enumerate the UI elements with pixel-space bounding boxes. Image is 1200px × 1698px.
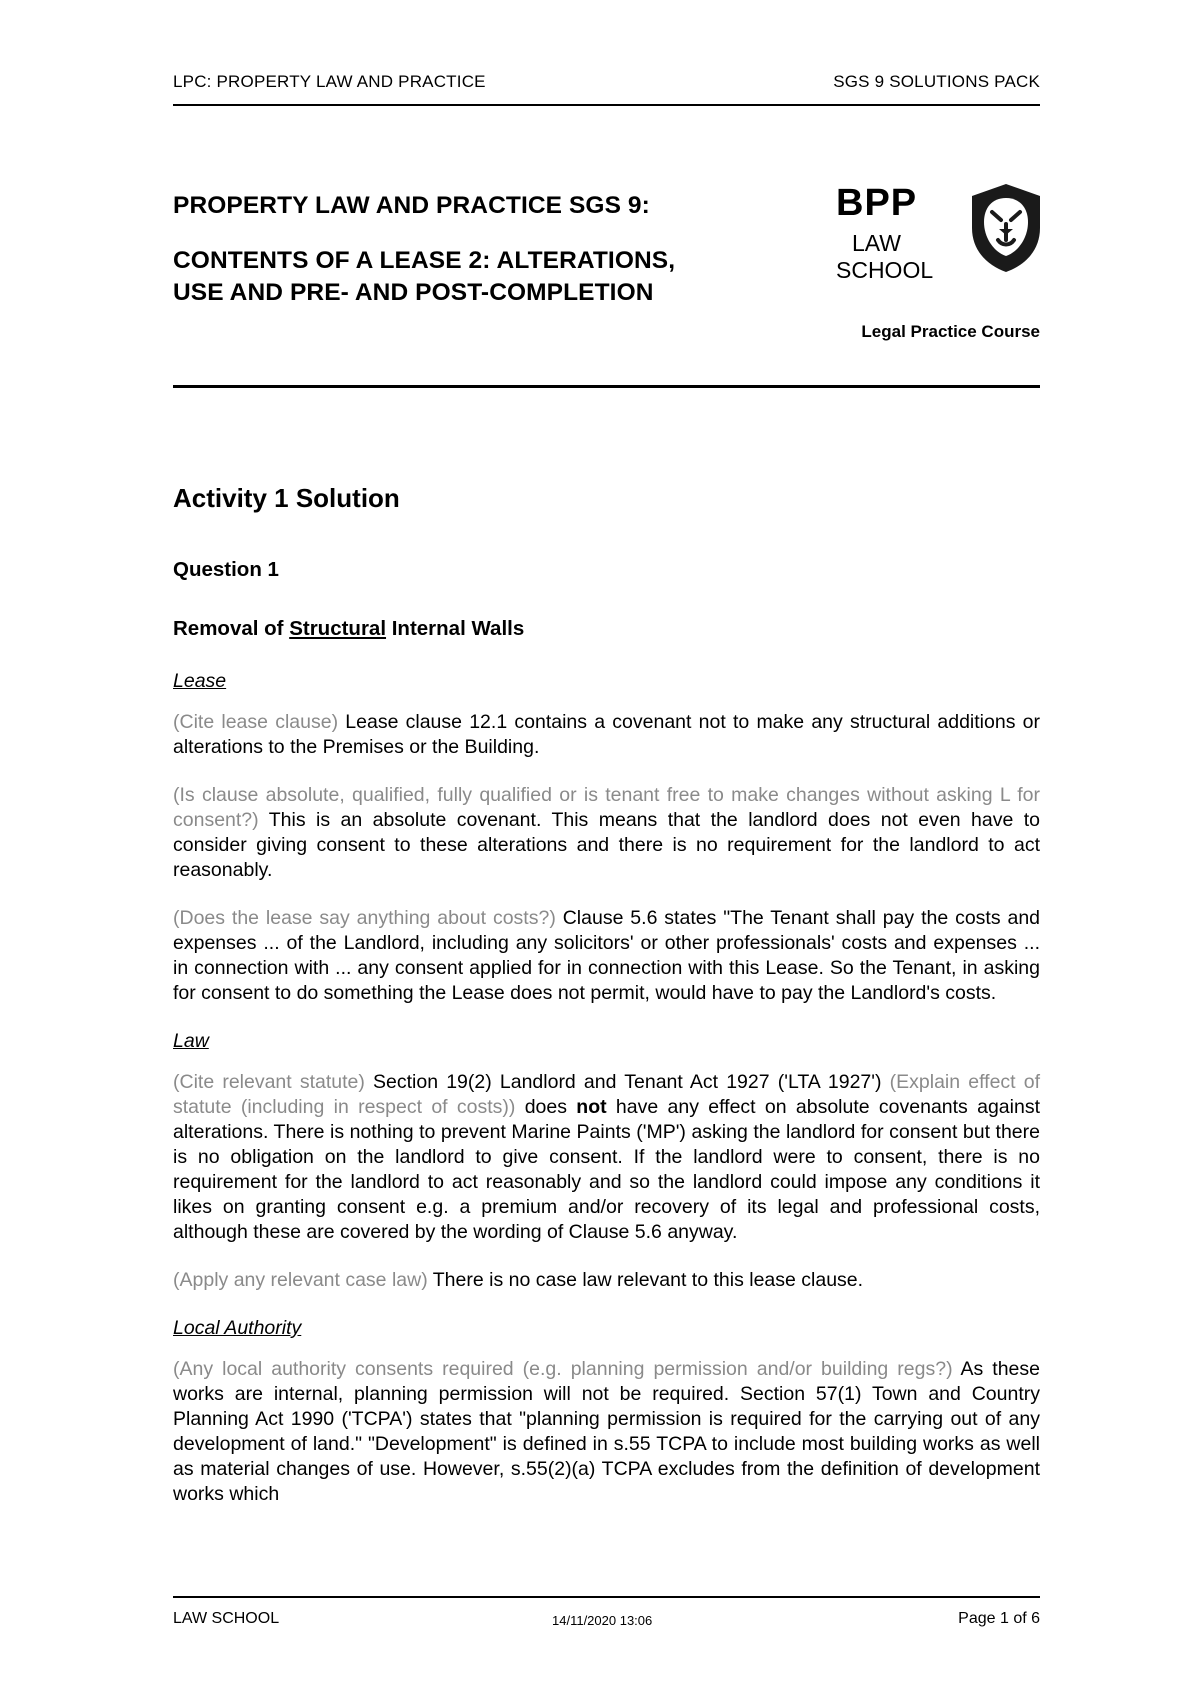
title-rule [173, 385, 1040, 388]
lease-paragraph-2 [173, 783, 1040, 883]
logo-school-text: SCHOOL [836, 257, 934, 283]
paragraph-text: does [515, 1096, 577, 1118]
paragraph-text: As these works are internal, planning permission will not be required. Section 57(1) Town and Country Planning Act 1990 ('TCPA') states that "planning permission is required for the carrying out of any development of land." "Development" is defined in s.55 TCPA to include most building works as well as material changes of use. However, s.55(2)(a) TCPA excludes from the definition of development works which [173, 1358, 1040, 1505]
lease-paragraph-1 [173, 710, 1040, 760]
paragraph-text: This is an absolute covenant. This means that the landlord does not even have to consider giving consent to these alterations and there is no requirement for the landlord to act reasonably. [173, 809, 1040, 881]
prompt-text: (Does the lease say anything about costs?) [173, 907, 556, 929]
prompt-text: (Explain effect of statute (including in respect of costs)) [173, 1071, 1040, 1118]
prompt-text: (Is clause absolute, qualified, fully qualified or is tenant free to make changes without asking L for consent?) [173, 784, 1040, 831]
page-number: Page 1 of 6 [958, 1610, 1040, 1627]
topic-pre: Removal of [173, 617, 290, 640]
header-rule [173, 104, 1040, 106]
activity-heading: Activity 1 Solution [173, 483, 400, 513]
running-header-right: SGS 9 SOLUTIONS PACK [833, 72, 1040, 91]
course-label: Legal Practice Course [861, 322, 1040, 341]
topic-underlined: Structural [289, 617, 387, 640]
topic-heading [173, 616, 1040, 641]
question-heading: Question 1 [173, 558, 279, 581]
prompt-text: (Cite relevant statute) [173, 1071, 365, 1093]
document-title-line3: USE AND PRE- AND POST-COMPLETION [173, 279, 654, 306]
logo-law-text: LAW [852, 230, 901, 256]
lease-paragraph-3 [173, 906, 1040, 1006]
bpp-law-school-logo [836, 182, 1042, 286]
prompt-text: (Any local authority consents required (e.g. planning permission and/or building regs?) [173, 1358, 953, 1380]
paragraph-text: There is no case law relevant to this lease clause. [427, 1269, 864, 1291]
paragraph-text: Lease clause 12.1 contains a covenant not to make any structural additions or alterations to the Premises or the Building. [173, 711, 1041, 758]
law-paragraph-1 [173, 1070, 1040, 1245]
paragraph-text: have any effect on absolute covenants against alterations. There is nothing to prevent Marine Paints ('MP') asking the landlord for consent but there is no obligation on the landlord to give consent. If the landlord were to consent, there is no requirement for the landlord to act reasonably and so the landlord could impose any conditions it likes on granting consent e.g. a premium and/or recovery of its legal and professional costs, although these are covered by the wording of Clause 5.6 anyway. [173, 1096, 1040, 1243]
law-paragraph-2 [173, 1268, 1040, 1293]
footer-left: LAW SCHOOL [173, 1610, 280, 1627]
paragraph-text: Clause 5.6 states "The Tenant shall pay the costs and expenses ... of the Landlord, including any solicitors' or other professionals' costs and expenses ... in connection with ... any consent applied for in connection with this Lease. So the Tenant, in asking for consent to do something the Lease does not permit, would have to pay the Landlord's costs. [173, 907, 1041, 1004]
paragraph-text: Section 19(2) Landlord and Tenant Act 1927 ('LTA 1927') [364, 1071, 890, 1093]
document-title-line1: PROPERTY LAW AND PRACTICE SGS 9: [173, 192, 650, 219]
prompt-text: (Apply any relevant case law) [173, 1269, 428, 1291]
law-subheading: Law [173, 1030, 209, 1052]
running-header-left: LPC: PROPERTY LAW AND PRACTICE [173, 72, 486, 91]
local-authority-paragraph [173, 1357, 1040, 1507]
lion-shield-icon [968, 182, 1044, 274]
logo-brand: BPP [836, 182, 918, 224]
local-authority-subheading: Local Authority [173, 1317, 302, 1339]
footer-timestamp: 14/11/2020 13:06 [552, 1613, 653, 1628]
topic-post: Internal Walls [386, 617, 525, 640]
lease-subheading: Lease [173, 670, 227, 692]
document-title-line2: CONTENTS OF A LEASE 2: ALTERATIONS, [173, 247, 676, 274]
footer-rule [173, 1596, 1040, 1598]
emphasis-text: not [576, 1096, 607, 1118]
prompt-text: (Cite lease clause) [173, 711, 339, 733]
main-content [173, 483, 1041, 1530]
